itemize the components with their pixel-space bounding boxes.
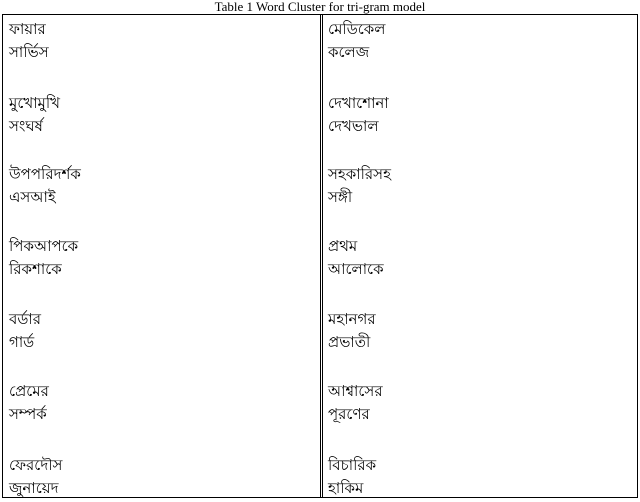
word: গার্ড — [9, 333, 35, 351]
word: রিকশাকে — [9, 260, 62, 278]
word-pair — [9, 308, 309, 354]
word: পিকআপকে — [9, 237, 79, 255]
right-column — [328, 15, 628, 497]
word: আলোকে — [328, 260, 384, 278]
word: মুখোমুখি — [9, 94, 61, 112]
word-pair — [328, 163, 628, 209]
word: সহকারিসহ — [328, 165, 391, 183]
word-cluster-table — [2, 14, 638, 498]
word: উপপরিদর্শক — [9, 165, 81, 183]
word-pair — [328, 380, 628, 426]
word: ফেরদৌস — [9, 456, 63, 474]
word: মেডিকেল — [328, 20, 386, 38]
word-pair — [9, 18, 309, 64]
word-pair — [328, 18, 628, 64]
word: সার্ভিস — [9, 43, 49, 61]
word: এসআই — [9, 188, 56, 206]
left-column — [9, 15, 309, 497]
word: প্রেমের — [9, 382, 49, 400]
word: বর্ডার — [9, 310, 41, 328]
word: প্রথম — [328, 237, 358, 255]
word: ফায়ার — [9, 20, 46, 38]
word: মহানগর — [328, 310, 376, 328]
word: হাকিম — [328, 479, 364, 497]
word: পূরণের — [328, 405, 370, 423]
word: দেখভাল — [328, 117, 379, 135]
word-pair — [328, 308, 628, 354]
word: জুনায়েদ — [9, 479, 59, 497]
word: সম্পর্ক — [9, 405, 47, 423]
word: দেখাশোনা — [328, 94, 389, 112]
word-pair — [9, 92, 309, 138]
word: সঙ্গী — [328, 188, 353, 206]
column-divider — [320, 15, 323, 497]
word-pair — [9, 380, 309, 426]
word: প্রভাতী — [328, 333, 371, 351]
word-pair — [328, 235, 628, 281]
word-pair — [328, 92, 628, 138]
word: সংঘর্ষ — [9, 117, 43, 135]
word-pair — [9, 163, 309, 209]
word-pair — [328, 454, 628, 500]
word: বিচারিক — [328, 456, 377, 474]
word-pair — [9, 235, 309, 281]
word: আশ্বাসের — [328, 382, 383, 400]
word-pair — [9, 454, 309, 500]
word: কলেজ — [328, 43, 370, 61]
table-caption: Table 1 Word Cluster for tri-gram model — [214, 0, 426, 14]
